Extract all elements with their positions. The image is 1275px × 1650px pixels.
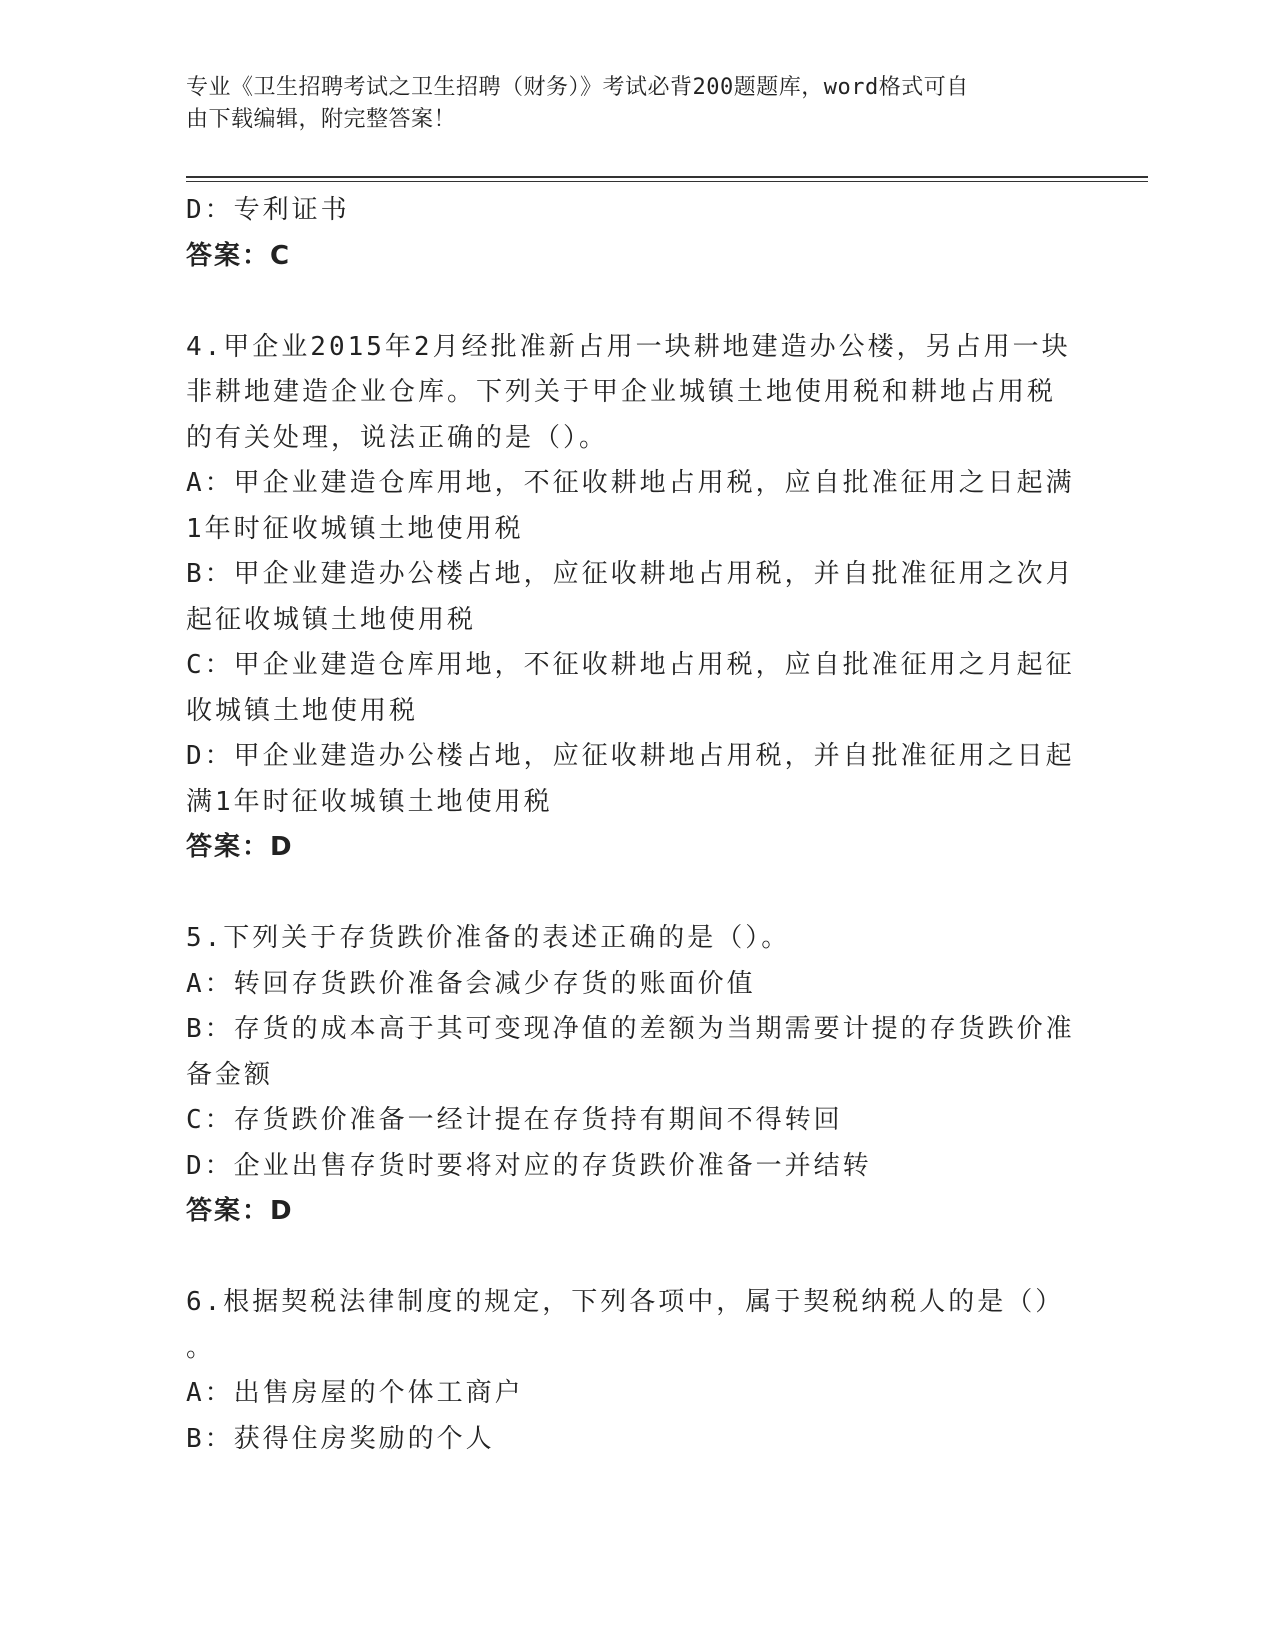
q4-answer: 答案：D (186, 832, 294, 862)
q4-option-a: A：甲企业建造仓库用地，不征收耕地占用税，应自批准征用之日起满 (186, 468, 1075, 498)
q6-stem-line: 6.根据契税法律制度的规定，下列各项中，属于契税纳税人的是（） (186, 1287, 1065, 1317)
header-divider-thick (186, 176, 1148, 178)
question-5 (186, 916, 1086, 1235)
question-4 (186, 325, 1086, 871)
q5-option-b: B：存货的成本高于其可变现净值的差额为当期需要计提的存货跌价准 (186, 1014, 1075, 1044)
q4-option-d-cont: 满1年时征收城镇土地使用税 (186, 786, 553, 817)
q5-option-a: A：转回存货跌价准备会减少存货的账面价值 (186, 968, 756, 999)
q5-option-c: C：存货跌价准备一经计提在存货持有期间不得转回 (186, 1105, 843, 1135)
q4-option-c: C：甲企业建造仓库用地，不征收耕地占用税，应自批准征用之月起征 (186, 650, 1075, 680)
prev-answer: 答案：C (186, 240, 292, 271)
q6-option-b: B：获得住房奖励的个人 (186, 1423, 495, 1454)
q4-option-c-cont: 收城镇土地使用税 (186, 695, 419, 726)
q4-option-d: D：甲企业建造办公楼占地，应征收耕地占用税，并自批准征用之日起 (186, 741, 1075, 771)
q4-option-a-cont: 1年时征收城镇土地使用税 (186, 513, 524, 544)
q5-answer: 答案：D (186, 1196, 294, 1226)
header-divider-thin (186, 181, 1148, 182)
q6-stem-line: 。 (186, 1332, 216, 1363)
q5-option-b-cont: 备金额 (186, 1059, 274, 1090)
q4-stem-line: 4.甲企业2015年2月经批准新占用一块耕地建造办公楼，另占用一块 (186, 331, 1071, 362)
q5-stem: 5.下列关于存货跌价准备的表述正确的是（）。 (186, 923, 791, 953)
q4-stem-line: 的有关处理，说法正确的是（）。 (186, 422, 609, 453)
header-line-1: 专业《卫生招聘考试之卫生招聘（财务）》考试必背200题题库，word格式可自 (186, 75, 969, 100)
document-header (186, 72, 1066, 136)
header-line-2: 由下载编辑，附完整答案！ (186, 107, 457, 132)
q5-option-d: D：企业出售存货时要将对应的存货跌价准备一并结转 (186, 1150, 872, 1181)
q6-option-a: A：出售房屋的个体工商户 (186, 1378, 524, 1408)
question-6 (186, 1280, 1086, 1462)
q4-stem-line: 非耕地建造企业仓库。下列关于甲企业城镇土地使用税和耕地占用税 (186, 377, 1057, 407)
document-body (186, 188, 1086, 1462)
q4-option-b-cont: 起征收城镇土地使用税 (186, 604, 477, 635)
q4-option-b: B：甲企业建造办公楼占地，应征收耕地占用税，并自批准征用之次月 (186, 559, 1075, 589)
prev-option-d: D：专利证书 (186, 195, 350, 225)
